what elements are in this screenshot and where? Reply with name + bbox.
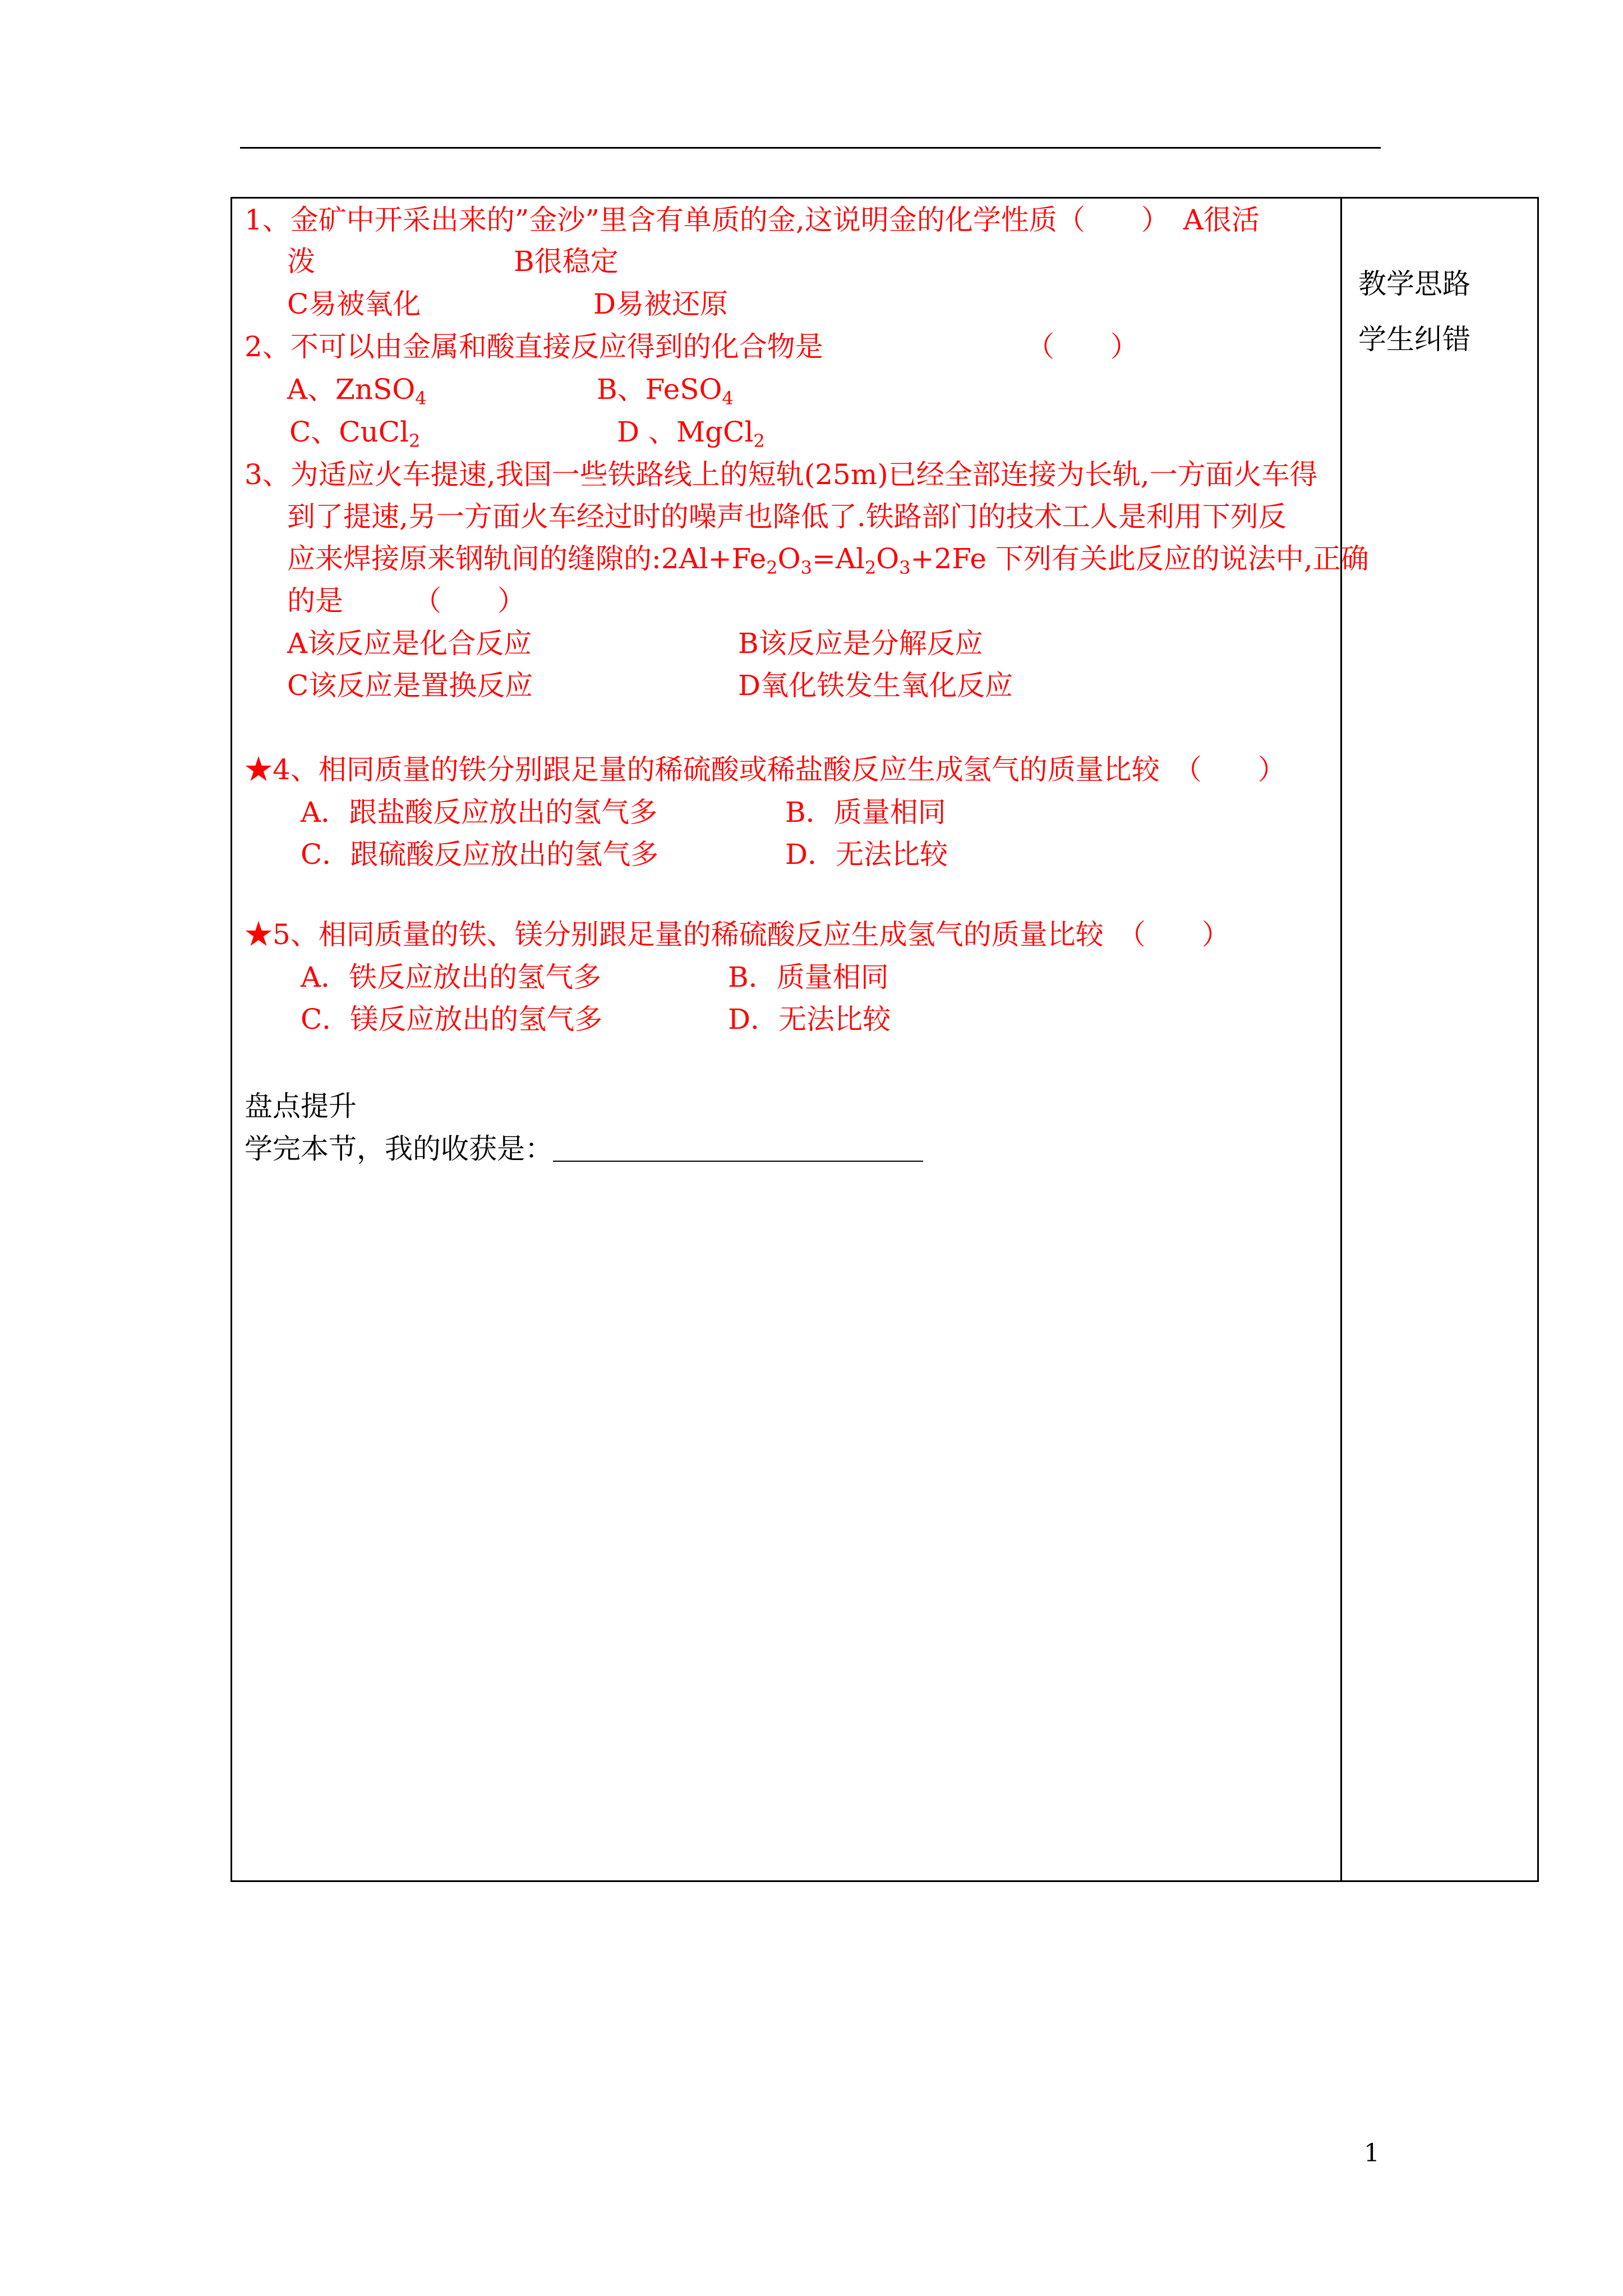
q2-option-a-text: A、ZnSO [287, 373, 416, 406]
q2-option-d-sub: 2 [753, 430, 765, 452]
q5-option-b: B．质量相同 [728, 961, 889, 993]
q3-line2: 到了提速,另一方面火车经过时的噪声也降低了.铁路部门的技术工人是利用下列反 [287, 500, 1287, 533]
q2-option-d-text: D 、MgCl [617, 416, 754, 448]
q2-option-d [617, 415, 765, 452]
side-label-student-corrections: 学生纠错 [1358, 323, 1470, 356]
q4-option-b: B．质量相同 [785, 796, 946, 829]
q2-option-c-text: C、CuCl [289, 416, 409, 448]
q3-option-c: C该反应是置换反应 [287, 669, 533, 702]
q2-option-a [287, 372, 427, 409]
page-number: 1 [1364, 2139, 1380, 2168]
q1-line2-text: 泼 [287, 245, 315, 278]
q4-stem: ★4、相同质量的铁分别跟足量的稀硫酸或稀盐酸反应生成氢气的质量比较 （ ） [245, 753, 1286, 786]
q1-line1: 1、金矿中开采出来的”金沙”里含有单质的金,这说明金的化学性质（ ） A很活 [245, 204, 1260, 236]
q3-line1: 3、为适应火车提速,我国一些铁路线上的短轨(25m)已经全部连接为长轨,一方面火车得 [245, 458, 1318, 491]
side-label-teaching-approach: 教学思路 [1358, 268, 1470, 300]
summary-answer-blank[interactable] [553, 1136, 923, 1162]
q1-option-c: C易被氧化 [287, 288, 421, 320]
q2-answer-paren: （ ） [1026, 330, 1138, 363]
q3-line3-post: 下列有关此反应的说法中,正确 [995, 542, 1369, 575]
summary-prompt [245, 1132, 923, 1166]
q2-option-a-sub: 4 [415, 388, 427, 409]
q5-stem: ★5、相同质量的铁、镁分别跟足量的稀硫酸反应生成氢气的质量比较 （ ） [245, 918, 1230, 951]
q4-option-a: A．跟盐酸反应放出的氢气多 [301, 796, 658, 829]
header-rule [240, 147, 1381, 149]
q3-line4: 的是 （ ） [287, 585, 525, 617]
summary-heading: 盘点提升 [245, 1090, 357, 1122]
q3-line3-pre: 应来焊接原来钢轨间的缝隙的: [287, 542, 661, 575]
q2-option-b [597, 372, 734, 409]
q1-option-d: D易被还原 [593, 288, 728, 320]
q2-option-b-text: B、FeSO [597, 373, 722, 406]
q3-equation: $2Al+Fe_2O_3=Al_2O_3+2Fe$ [661, 542, 986, 578]
q2-option-b-sub: 4 [722, 388, 734, 409]
q5-option-a: A．铁反应放出的氢气多 [301, 961, 602, 993]
column-divider [1340, 197, 1342, 1882]
q2-stem: 2、不可以由金属和酸直接反应得到的化合物是 [245, 330, 823, 363]
q3-option-d: D氧化铁发生氧化反应 [738, 669, 1013, 702]
q4-option-c: C．跟硫酸反应放出的氢气多 [301, 838, 659, 871]
summary-prompt-text: 学完本节，我的收获是： [245, 1133, 553, 1165]
worksheet-table [230, 197, 1539, 1882]
q5-option-c: C．镁反应放出的氢气多 [301, 1003, 603, 1036]
q3-option-b: B该反应是分解反应 [738, 627, 983, 660]
q5-option-d: D．无法比较 [728, 1003, 891, 1036]
q2-option-c-sub: 2 [408, 430, 421, 452]
q1-option-b: B很稳定 [514, 245, 619, 278]
q3-option-a: A该反应是化合反应 [287, 627, 532, 660]
q4-option-d: D．无法比较 [785, 838, 948, 871]
q3-line3 [287, 542, 1369, 576]
q2-option-c [289, 415, 421, 452]
